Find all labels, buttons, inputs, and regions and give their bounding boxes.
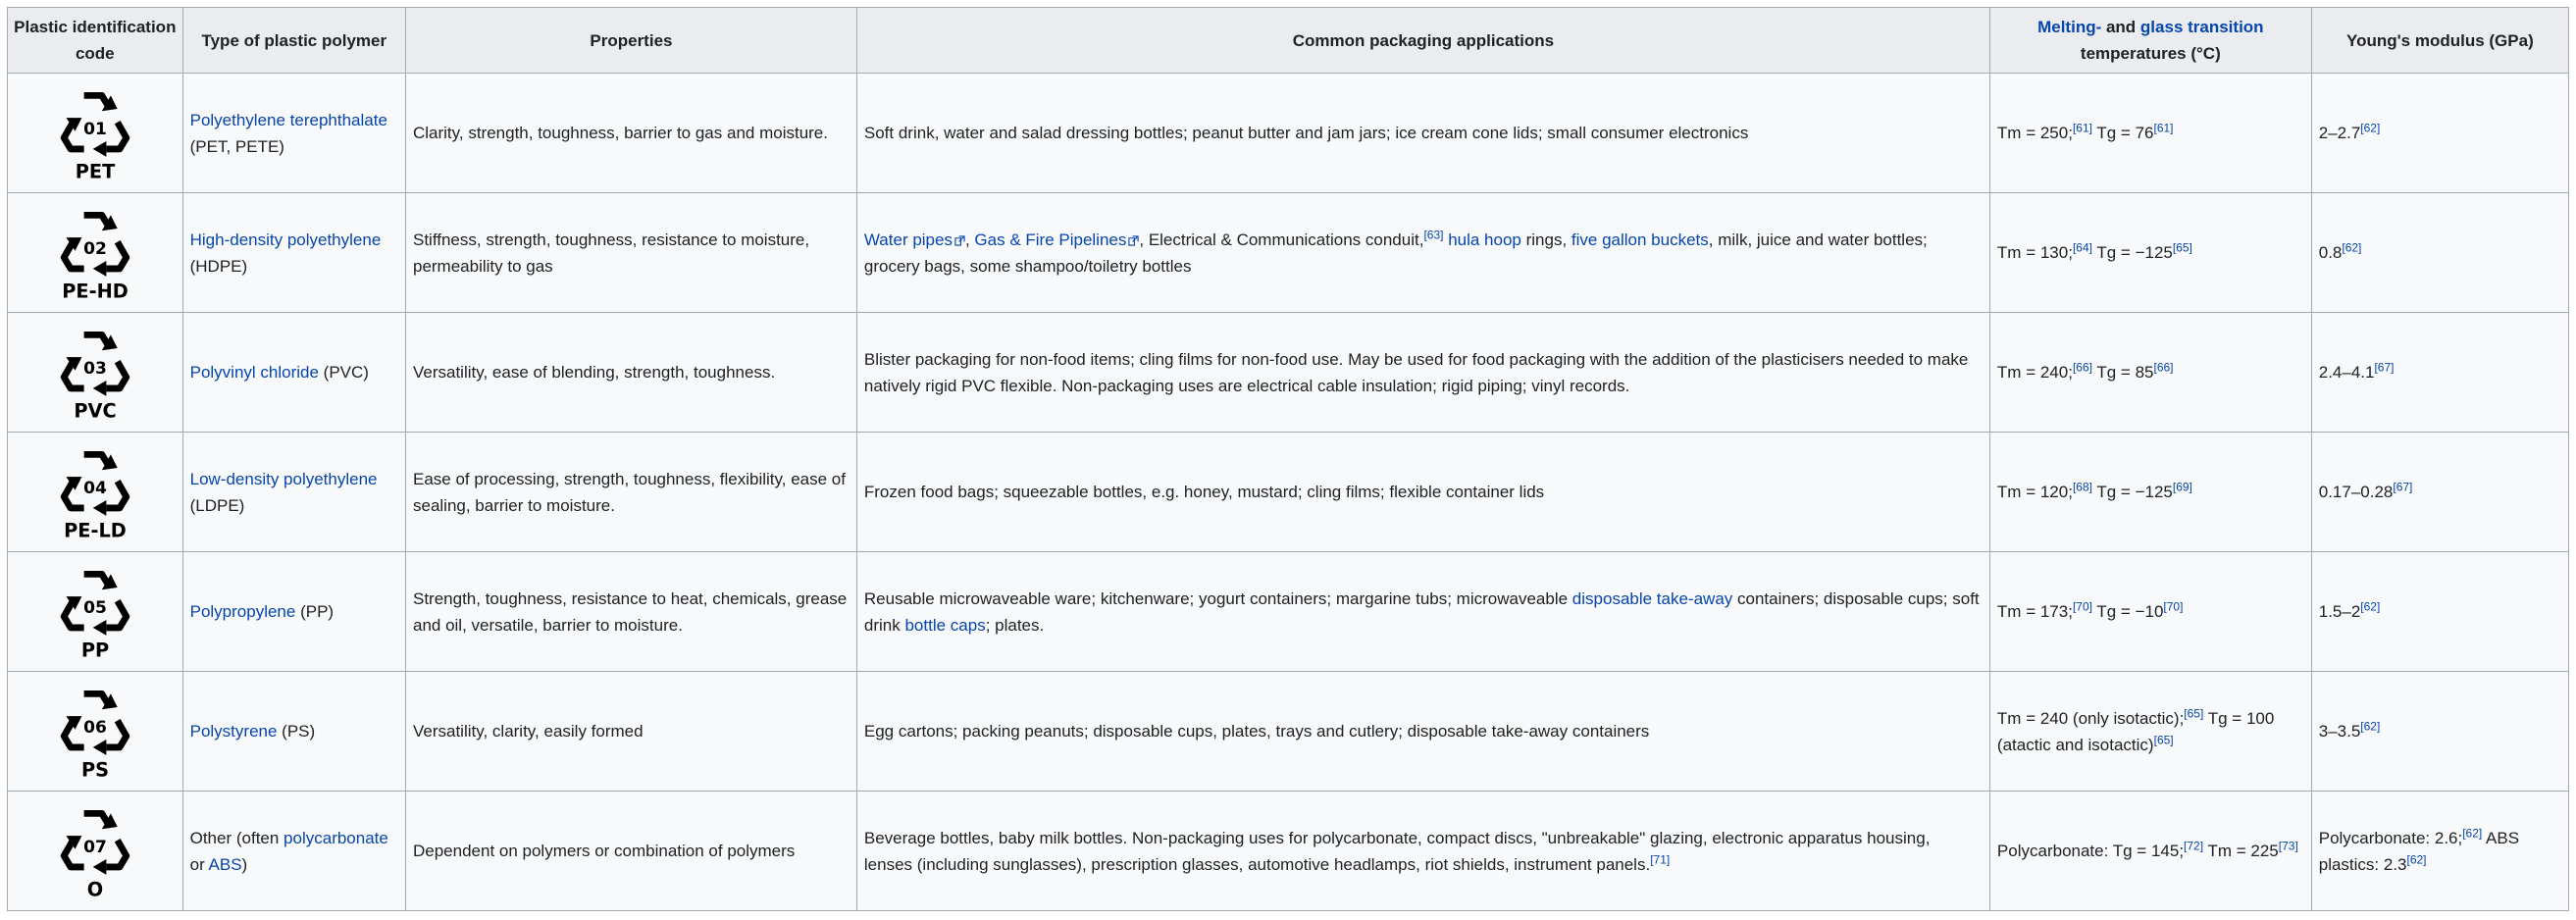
properties-cell: Stiffness, strength, toughness, resistance to moisture, permeability to gas	[405, 193, 856, 313]
polymer-link[interactable]: Polyvinyl chloride	[189, 363, 319, 382]
table-row	[8, 433, 2569, 552]
table-row	[8, 672, 2569, 792]
reference-link[interactable]: [65]	[2184, 705, 2204, 720]
polymer-abbr: (HDPE)	[189, 256, 248, 276]
temperature-cell	[1989, 672, 2311, 792]
polymer-abbr: (PVC)	[318, 363, 369, 382]
reference-link[interactable]: [61]	[2072, 121, 2092, 135]
temperature-cell	[1989, 193, 2311, 313]
ric-cell	[8, 672, 183, 792]
ric-cell	[8, 74, 183, 193]
temperature-cell	[1989, 792, 2311, 911]
water-pipes-link[interactable]: Water pipes	[863, 230, 953, 249]
app-text: rings,	[1520, 230, 1571, 249]
abs-link[interactable]: ABS	[208, 854, 242, 874]
reference-link[interactable]: [63]	[1423, 227, 1444, 241]
temp-glass: Tg = −125	[2091, 243, 2173, 262]
col-header-properties: Properties	[405, 8, 856, 74]
polymer-type-cell	[182, 74, 405, 193]
temp-glass: Tg = 85	[2091, 363, 2154, 382]
temp-melt: Tm = 130;	[1996, 243, 2073, 262]
reference-link[interactable]: [64]	[2072, 240, 2092, 255]
ric-abbreviation: PE-LD	[63, 518, 127, 541]
modulus-cell	[2311, 792, 2568, 911]
polymer-link[interactable]: Low-density polyethylene	[189, 469, 378, 488]
modulus-value: 1.5–2	[2318, 602, 2361, 621]
reference-link[interactable]: [65]	[2153, 732, 2174, 746]
polycarbonate-link[interactable]: polycarbonate	[283, 828, 388, 847]
ric-number: 01	[82, 119, 107, 139]
col-header-code: Plastic identification code	[8, 8, 183, 74]
app-text: containers; disposable cups; soft drink	[863, 588, 1980, 635]
temp-melt: Tm = 225	[2203, 842, 2279, 860]
properties-cell: Dependent on polymers or combination of polymers	[405, 792, 856, 911]
ric-cell	[8, 792, 183, 911]
polymer-type-cell	[182, 552, 405, 672]
temp-melt: Tm = 120;	[1996, 483, 2073, 501]
app-text: , milk, juice and water bottles; grocery bags, some shampoo/toiletry bottles	[863, 230, 1928, 276]
ric-abbreviation: PVC	[74, 398, 117, 422]
table-row	[8, 792, 2569, 911]
temp-glass: Tg = −10	[2091, 602, 2164, 621]
temperature-cell	[1989, 313, 2311, 433]
temperature-cell	[1989, 433, 2311, 552]
polymer-type-cell	[182, 433, 405, 552]
glass-transition-link[interactable]: glass transition	[2139, 18, 2264, 36]
header-temp-text: temperatures (°C)	[2080, 44, 2221, 63]
ric-cell	[8, 313, 183, 433]
temp-melt: Tm = 250;	[1996, 124, 2073, 142]
properties-cell: Versatility, ease of blending, strength, toughness.	[405, 313, 856, 433]
ric-abbreviation: PS	[80, 757, 109, 781]
reference-link[interactable]: [66]	[2072, 360, 2092, 375]
reference-link[interactable]: [62]	[2360, 599, 2381, 614]
hula-hoop-link[interactable]: hula hoop	[1448, 230, 1521, 249]
reference-link[interactable]: [70]	[2163, 599, 2184, 614]
polymer-text: )	[241, 854, 248, 874]
header-row	[8, 8, 2569, 74]
reference-link[interactable]: [66]	[2153, 360, 2174, 375]
melting-link[interactable]: Melting-	[2037, 18, 2102, 36]
recycle-icon	[50, 563, 140, 661]
col-header-modulus: Young's modulus (GPa)	[2311, 8, 2568, 74]
ric-abbreviation: PE-HD	[62, 279, 129, 302]
reference-link[interactable]: [70]	[2072, 599, 2092, 614]
polymer-text: or	[189, 854, 209, 874]
reference-link[interactable]: [62]	[2360, 121, 2381, 135]
reference-link[interactable]: [67]	[2374, 360, 2395, 375]
modulus-value: 0.8	[2318, 243, 2343, 262]
temp-glass: Tg = −125	[2091, 483, 2173, 501]
polymer-abbr: (PET, PETE)	[189, 136, 284, 156]
polymer-link[interactable]: Polypropylene	[189, 602, 296, 621]
applications-cell: Frozen food bags; squeezable bottles, e.g. honey, mustard; cling films; flexible container lids	[856, 433, 1989, 552]
ric-number: 04	[82, 478, 107, 498]
reference-link[interactable]: [73]	[2278, 839, 2298, 853]
ric-abbreviation: PP	[80, 638, 109, 661]
ric-cell	[8, 552, 183, 672]
ric-cell	[8, 193, 183, 313]
col-header-applications: Common packaging applications	[856, 8, 1989, 74]
external-link-icon	[1128, 235, 1139, 246]
plastic-codes-table	[7, 7, 2569, 911]
recycle-icon	[50, 802, 140, 900]
ric-abbreviation: O	[86, 877, 103, 900]
reference-link[interactable]: [62]	[2406, 851, 2427, 866]
temp-glass: Tg = 100 (atactic and isotactic)	[1996, 708, 2275, 754]
applications-cell: Egg cartons; packing peanuts; disposable cups, plates, trays and cutlery; disposable take-away containers	[856, 672, 1989, 792]
reference-link[interactable]: [62]	[2360, 719, 2381, 734]
polymer-type-cell	[182, 792, 405, 911]
modulus-value: 2.4–4.1	[2318, 363, 2375, 382]
recycle-icon	[50, 324, 140, 422]
modulus-cell	[2311, 672, 2568, 792]
modulus-value: 3–3.5	[2318, 722, 2361, 741]
polymer-link[interactable]: Polystyrene	[189, 722, 278, 741]
temp-melt: Tm = 173;	[1996, 602, 2073, 621]
polymer-link[interactable]: Polyethylene terephthalate	[189, 110, 387, 129]
col-header-temperatures	[1989, 8, 2311, 74]
external-link-icon	[954, 235, 965, 246]
modulus-value: ABS plastics: 2.3	[2318, 828, 2520, 874]
col-header-type: Type of plastic polymer	[182, 8, 405, 74]
app-text: ; plates.	[985, 615, 1045, 635]
ric-number: 06	[82, 717, 107, 738]
temperature-cell	[1989, 552, 2311, 672]
properties-cell: Strength, toughness, resistance to heat, chemicals, grease and oil, versatile, barrier to moisture.	[405, 552, 856, 672]
properties-cell: Clarity, strength, toughness, barrier to gas and moisture.	[405, 74, 856, 193]
temp-melt: Tm = 240 (only isotactic);	[1996, 708, 2185, 728]
polymer-abbr: (PS)	[277, 722, 316, 741]
five-gallon-buckets-link[interactable]: five gallon buckets	[1571, 230, 1709, 249]
modulus-cell	[2311, 313, 2568, 433]
reference-link[interactable]: [67]	[2393, 480, 2413, 494]
modulus-value: 2–2.7	[2318, 124, 2361, 142]
recycle-icon	[50, 84, 140, 182]
modulus-cell	[2311, 74, 2568, 193]
reference-link[interactable]: [65]	[2172, 240, 2192, 255]
app-text: ,	[964, 230, 975, 249]
properties-cell: Ease of processing, strength, toughness, flexibility, ease of sealing, barrier to moisture.	[405, 433, 856, 552]
ric-number: 02	[82, 238, 107, 259]
reference-link[interactable]: [62]	[2462, 825, 2483, 840]
recycle-icon	[50, 204, 140, 302]
reference-link[interactable]: [69]	[2172, 480, 2192, 494]
applications-cell: Blister packaging for non-food items; cling films for non-food use. May be used for food packaging with the addition of the plasticisers needed to make natively rigid PVC flexible. Non-packaging uses are electrical cable insulation; rigid piping; vinyl records.	[856, 313, 1989, 433]
polymer-type-cell	[182, 313, 405, 433]
table-row	[8, 313, 2569, 433]
modulus-value: 0.17–0.28	[2318, 483, 2394, 501]
modulus-value: Polycarbonate: 2.6;	[2318, 828, 2463, 847]
reference-link[interactable]: [72]	[2184, 839, 2204, 853]
temp-glass: Polycarbonate: Tg = 145;	[1996, 842, 2185, 860]
app-text: , Electrical & Communications conduit,	[1139, 230, 1424, 249]
table-row	[8, 193, 2569, 313]
applications-cell: Soft drink, water and salad dressing bottles; peanut butter and jam jars; ice cream cone lids; small consumer electronics	[856, 74, 1989, 193]
bottle-caps-link[interactable]: bottle caps	[904, 615, 986, 635]
gas-fire-pipelines-link[interactable]: Gas & Fire Pipelines	[974, 230, 1127, 249]
reference-link[interactable]: [68]	[2072, 480, 2092, 494]
applications-cell	[856, 792, 1989, 911]
ric-abbreviation: PET	[75, 159, 116, 182]
app-text: Reusable microwaveable ware; kitchenware; yogurt containers; margarine tubs; microwaveable	[863, 588, 1572, 608]
table-row	[8, 552, 2569, 672]
temp-melt: Tm = 240;	[1996, 363, 2073, 382]
polymer-type-cell	[182, 672, 405, 792]
reference-link[interactable]: [71]	[1650, 851, 1671, 866]
temp-glass: Tg = 76	[2091, 124, 2154, 142]
modulus-cell	[2311, 193, 2568, 313]
disposable-take-away-link[interactable]: disposable take-away	[1571, 588, 1733, 608]
temperature-cell	[1989, 74, 2311, 193]
recycle-icon	[50, 683, 140, 781]
modulus-cell	[2311, 433, 2568, 552]
polymer-abbr: (LDPE)	[189, 495, 245, 515]
table-row	[8, 74, 2569, 193]
polymer-type-cell	[182, 193, 405, 313]
header-and-text: and	[2101, 18, 2140, 36]
reference-link[interactable]: [61]	[2153, 121, 2174, 135]
properties-cell: Versatility, clarity, easily formed	[405, 672, 856, 792]
reference-link[interactable]: [62]	[2342, 240, 2362, 255]
ric-number: 05	[82, 597, 107, 618]
ric-cell	[8, 433, 183, 552]
recycle-icon	[50, 443, 140, 541]
applications-cell	[856, 193, 1989, 313]
polymer-link[interactable]: High-density polyethylene	[189, 230, 382, 249]
modulus-cell	[2311, 552, 2568, 672]
polymer-abbr: (PP)	[295, 602, 335, 621]
polymer-text: Other (often	[189, 828, 284, 847]
app-text: Beverage bottles, baby milk bottles. Non-packaging uses for polycarbonate, compact discs, "unbreakable" glazing, electronic apparatus housing, lenses (including sunglasses), prescription glasses, automotive headlamps, riot shields, instrument panels.	[863, 828, 1931, 874]
applications-cell	[856, 552, 1989, 672]
ric-number: 07	[82, 837, 107, 857]
ric-number: 03	[82, 358, 107, 379]
